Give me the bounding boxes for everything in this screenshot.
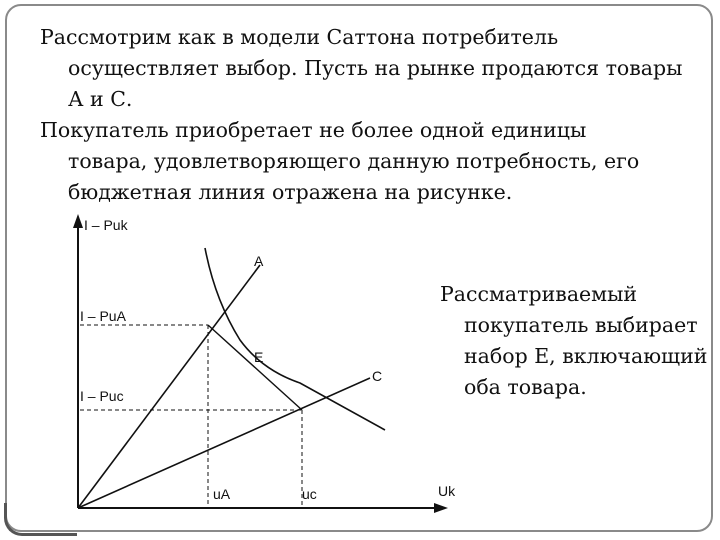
line-C-label: C <box>372 368 383 384</box>
tick-y-C: I – Puc <box>80 388 124 404</box>
x-axis-label: Uk <box>438 483 456 499</box>
line-A <box>78 265 260 508</box>
y-axis-arrow <box>73 214 83 228</box>
tick-x-C: uc <box>302 486 317 502</box>
paragraph-buyer-line1: Покупатель приобретает не более одной единицы <box>40 118 587 142</box>
y-axis-label: I – Puk <box>84 217 128 233</box>
tick-x-A: uA <box>213 486 231 502</box>
paragraph-intro-line1: Рассмотрим как в модели Саттона потребитель <box>40 25 559 49</box>
tick-y-A: I – PuA <box>80 308 126 324</box>
paragraph-intro-rest: осуществляет выбор. Пусть на рынке продаются товары А и С. <box>68 56 683 111</box>
x-axis-arrow <box>434 503 448 513</box>
side-text <box>440 279 710 403</box>
point-E-label: E <box>254 349 264 365</box>
budget-curve <box>205 248 385 430</box>
side-text-rest: покупатель выбирает набор Е, включающий оба товара. <box>464 313 708 399</box>
paragraph-buyer-rest: товара, удовлетворяющего данную потребность, его бюджетная линия отражена на рисунке. <box>68 149 640 204</box>
line-A-label: A <box>254 253 264 269</box>
budget-line-segment <box>208 325 302 410</box>
side-text-line1: Рассматриваемый <box>440 282 638 306</box>
